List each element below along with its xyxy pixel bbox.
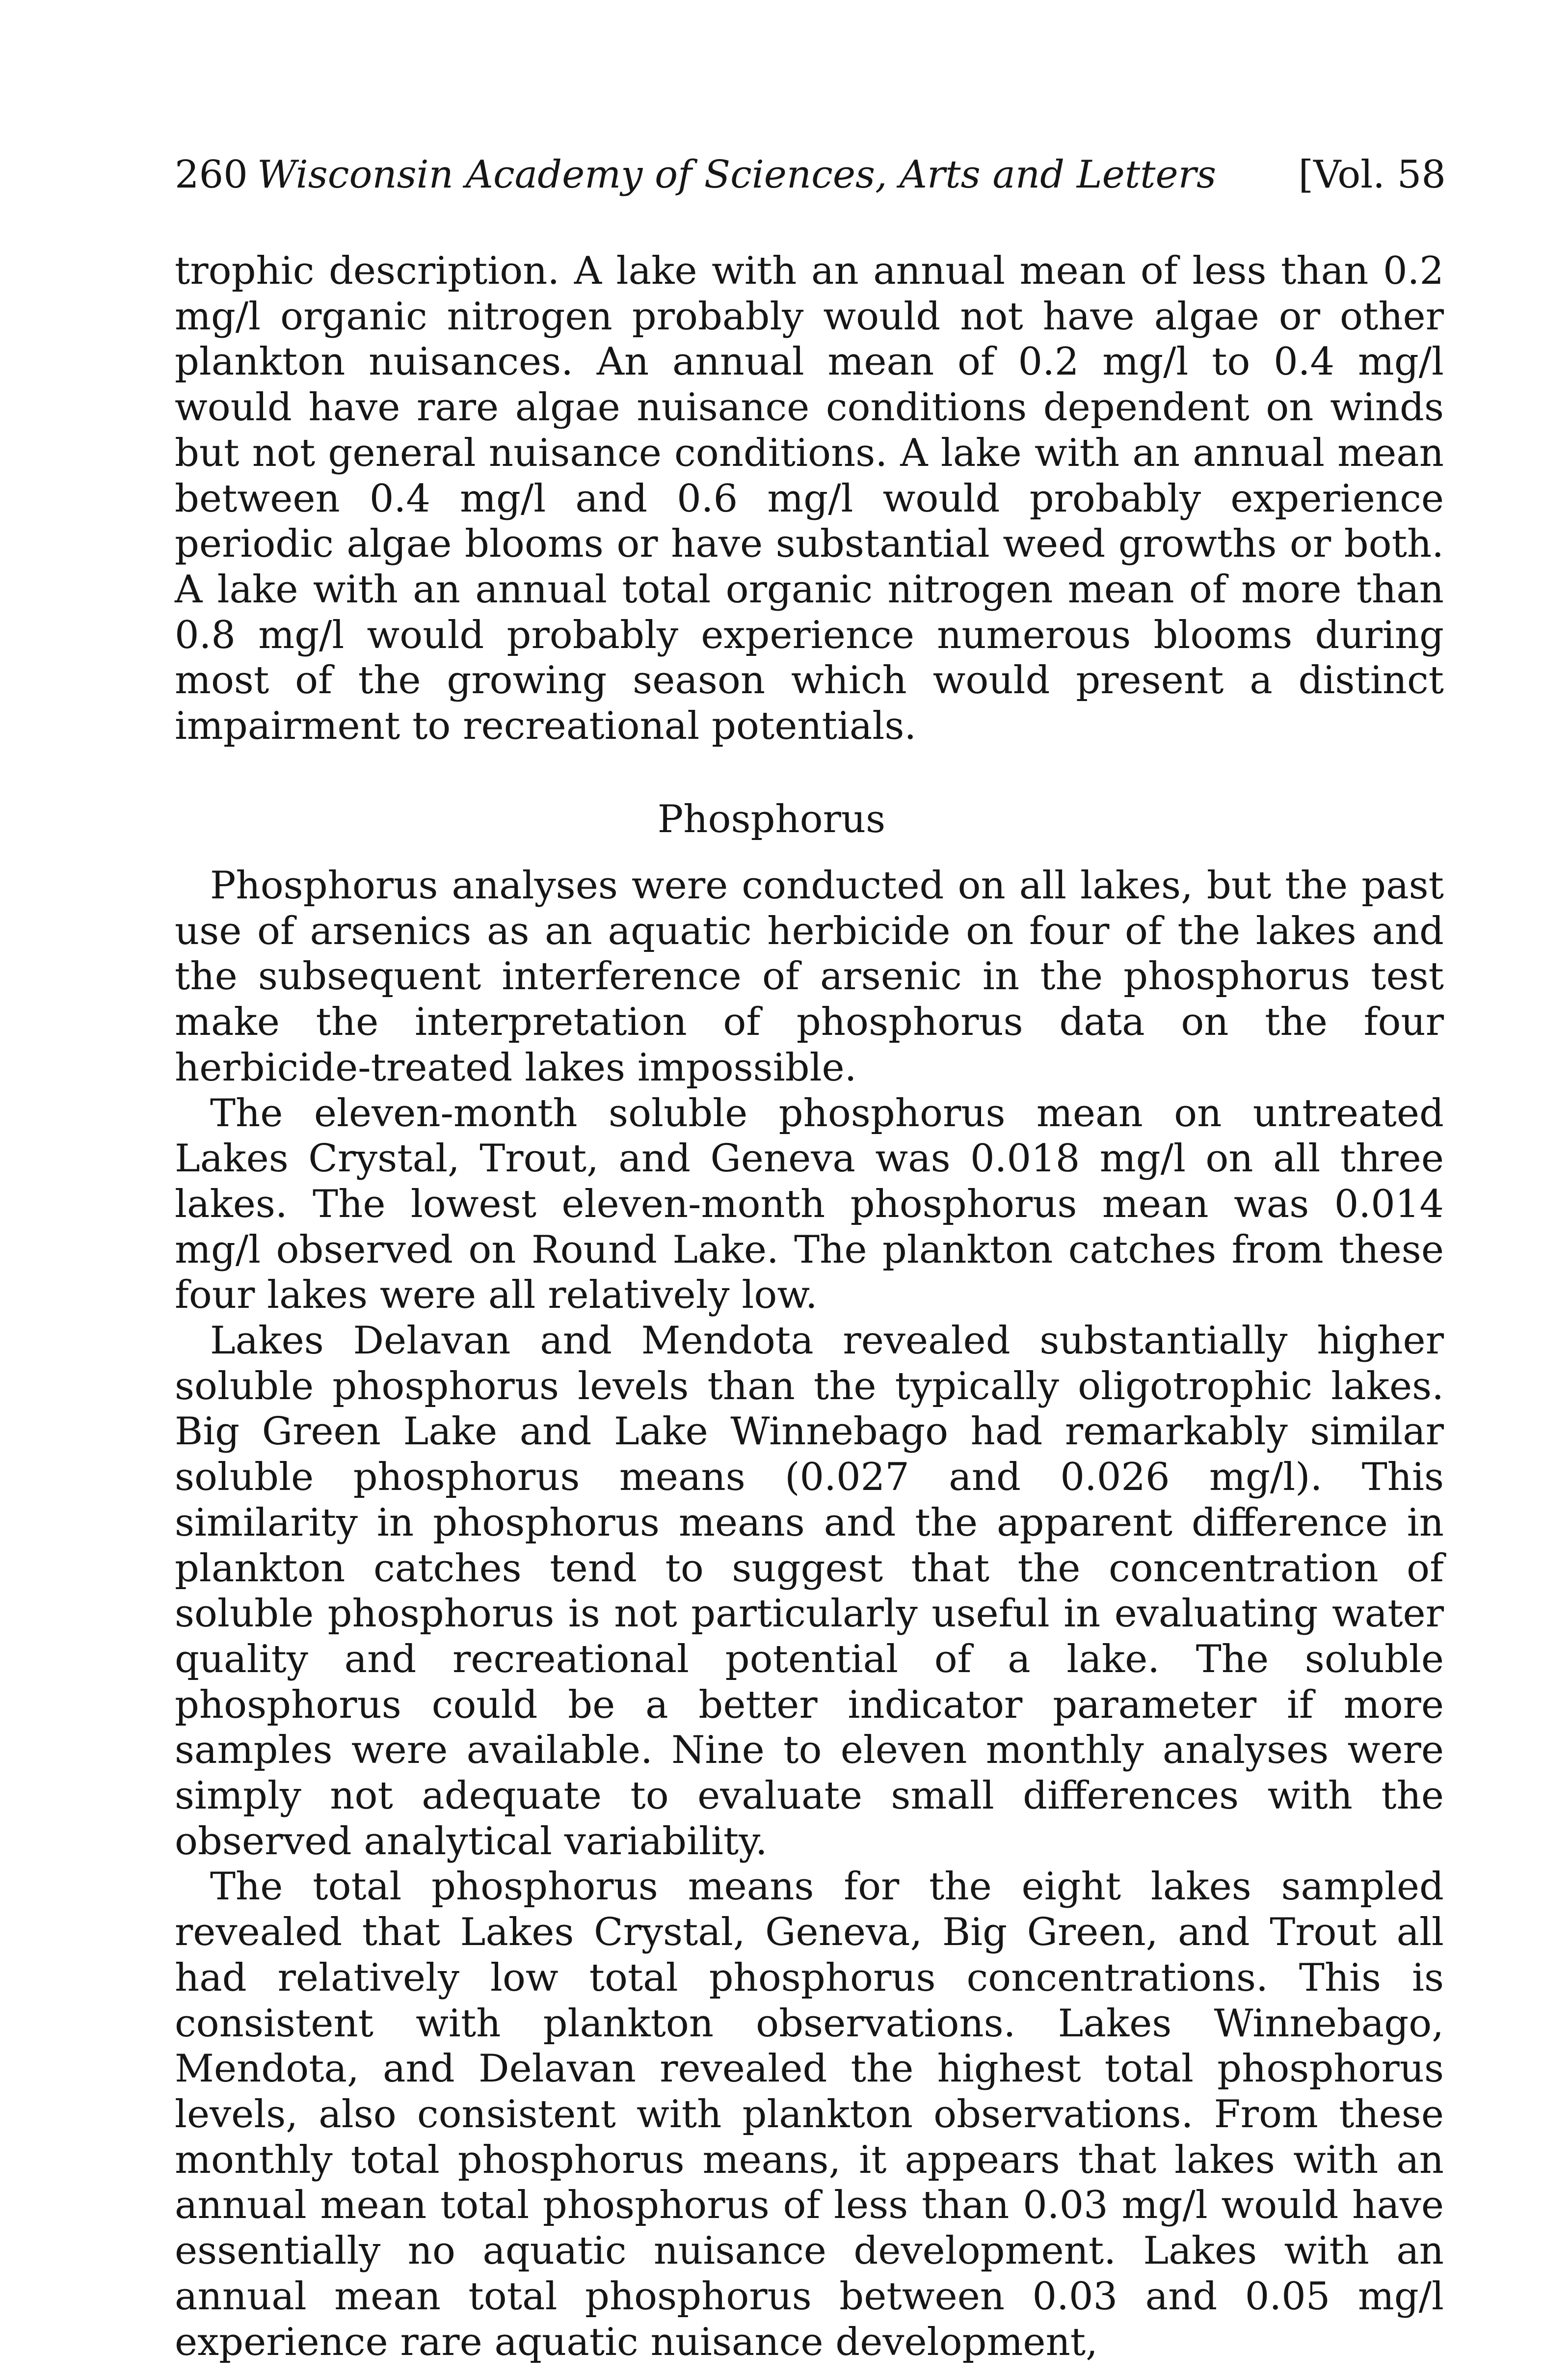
page-number: 260 [175,153,248,197]
running-header [175,145,1446,204]
intro-text-block [175,248,1444,749]
running-title: Wisconsin Academy of Sciences, Arts and Letters [257,153,1216,197]
section-paragraph-1: Phosphorus analyses were conducted on all lakes, but the past use of arsenics as an aquatic herbicide on four of the lakes and the subsequent interference of arsenic in the phosphorus test make the interpretation of phosphorus data on the four herbicide-treated lakes impossible. [175,864,1444,1090]
section-heading: Phosphorus [657,797,886,841]
section-paragraph-4: The total phosphorus means for the eight lakes sampled revealed that Lakes Crystal, Geneva, Big Green, and Trout all had relatively low total phosphorus concentrations. This is consistent with plankton observations. Lakes Winnebago, Mendota, and Delavan revealed the highest total phosphorus levels, also consistent with plankton observations. From these monthly total phosphorus means, it appears that lakes with an annual mean total phosphorus of less than 0.03 mg/l would have essentially no aquatic nuisance development. Lakes with an annual mean total phosphorus between 0.03 and 0.05 mg/l experience rare aquatic nuisance development, [175,1865,1444,2364]
section-paragraph-3: Lakes Delavan and Mendota revealed substantially higher soluble phosphorus levels than the typically oligotrophic lakes. Big Green Lake and Lake Winnebago had remarkably similar soluble phosphorus means (0.027 and 0.026 mg/l). This similarity in phosphorus means and the apparent difference in plankton catches tend to suggest that the concentration of soluble phosphorus is not particularly useful in evaluating water quality and recreational potential of a lake. The soluble phosphorus could be a better indicator parameter if more samples were available. Nine to eleven monthly analyses were simply not adequate to evaluate small differences with the observed analytical variability. [175,1319,1444,1864]
section-paragraph-2: The eleven-month soluble phosphorus mean on untreated Lakes Crystal, Trout, and Geneva was 0.018 mg/l on all three lakes. The lowest eleven-month phosphorus mean was 0.014 mg/l observed on Round Lake. The plankton catches from these four lakes were all relatively low. [175,1091,1444,1318]
phosphorus-section-body [175,863,1444,2365]
intro-paragraph: trophic description. A lake with an annual mean of less than 0.2 mg/l organic nitrogen probably would not have algae or other plankton nuisances. An annual mean of 0.2 mg/l to 0.4 mg/l would have rare algae nuisance conditions dependent on winds but not general nuisance conditions. A lake with an annual mean between 0.4 mg/l and 0.6 mg/l would probably experience periodic algae blooms or have substantial weed growths or both. A lake with an annual total organic nitrogen mean of more than 0.8 mg/l would probably experience numerous blooms during most of the growing season which would present a distinct impairment to recreational potentials. [175,249,1444,749]
volume-label: [Vol. 58 [1298,153,1446,197]
